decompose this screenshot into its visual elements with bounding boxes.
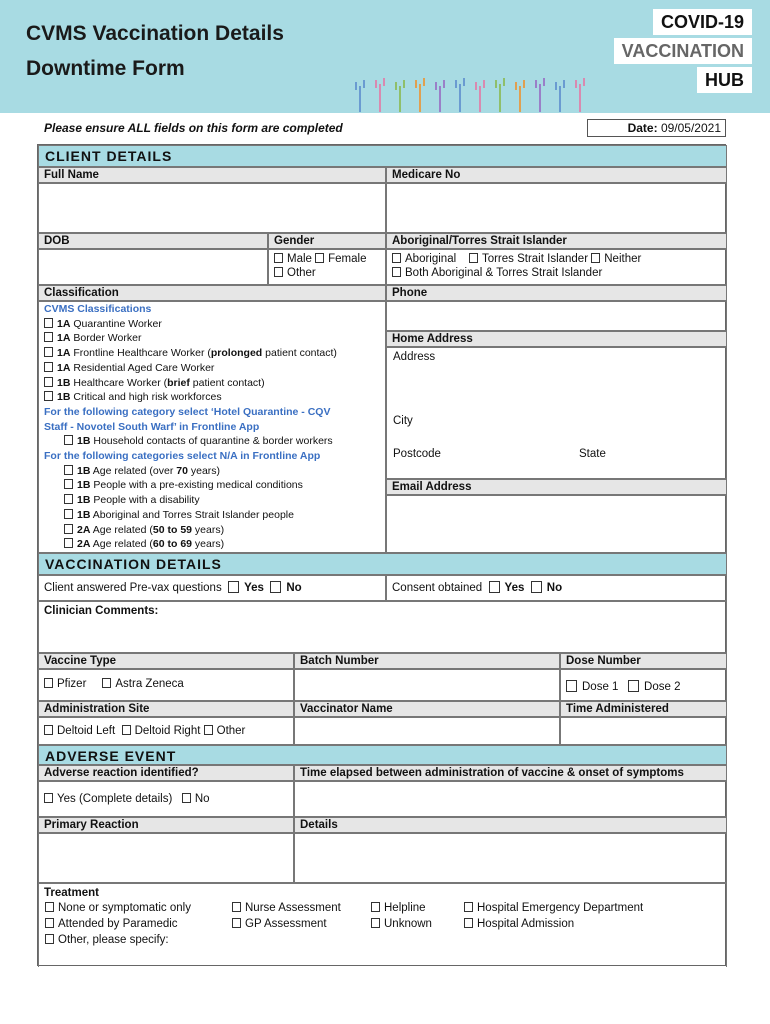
deltoid-left-checkbox[interactable] (44, 725, 53, 735)
vaccine-type-label: Vaccine Type (38, 653, 294, 669)
primary-reaction-label: Primary Reaction (38, 817, 294, 833)
both-atsi-checkbox[interactable] (392, 267, 401, 277)
treatment-helpline-checkbox[interactable] (371, 902, 380, 912)
raised-hands-graphic (350, 72, 590, 112)
state-label: State (579, 448, 606, 460)
time-administered-label: Time Administered (560, 701, 727, 717)
primary-reaction-field[interactable] (38, 833, 294, 883)
checkbox[interactable] (64, 479, 73, 489)
phone-label: Phone (386, 285, 727, 301)
treatment-unknown-checkbox[interactable] (371, 918, 380, 928)
consent-yes-checkbox[interactable] (489, 581, 500, 593)
admin-site-label: Administration Site (38, 701, 294, 717)
city-label: City (393, 415, 413, 427)
time-elapsed-field[interactable] (294, 781, 727, 817)
atsi-options: Aboriginal Torres Strait Islander Neither Both Aboriginal & Torres Strait Islander (386, 249, 727, 285)
clinician-comments-field[interactable]: Clinician Comments: (38, 601, 727, 653)
dob-field[interactable] (38, 249, 268, 285)
checkbox[interactable] (64, 509, 73, 519)
treatment-paramedic-checkbox[interactable] (45, 918, 54, 928)
treatment-gp-checkbox[interactable] (232, 918, 241, 928)
astra-checkbox[interactable] (102, 678, 111, 688)
treatment-ed-checkbox[interactable] (464, 902, 473, 912)
checkbox[interactable] (44, 347, 53, 357)
gender-options: Male Female Other (268, 249, 386, 285)
treatment-none-checkbox[interactable] (45, 902, 54, 912)
adverse-options: Yes (Complete details) No (38, 781, 294, 817)
header-banner (0, 0, 770, 113)
classification-list: CVMS Classifications 1A Quarantine Worker 1A Border Worker 1A Frontline Healthcare Worker (prolonged patient contact) 1A Residential Aged Care Worker 1B Healthcare Worker (brief patient contact) 1B Critical and high risk workforces For the following category select ‘Hotel Quarantine - CQV Staff - Novotel South Warf’ in Frontline App 1B Household contacts of quarantine & border workers For the following categories select N/A in Frontline App 1B Age related (over 70 years) 1B People with a pre-existing medical conditions 1B People with a disability 1B Aboriginal and Torres Strait Islander people 2A Age related (50 to 59 years) 2A Age related (60 to 69 years) (38, 301, 386, 553)
checkbox[interactable] (64, 465, 73, 475)
time-elapsed-label: Time elapsed between administration of vaccine & onset of symptoms (294, 765, 727, 781)
checkbox[interactable] (44, 332, 53, 342)
other-site-checkbox[interactable] (204, 725, 213, 735)
checkbox[interactable] (44, 362, 53, 372)
adverse-event-header: ADVERSE EVENT (38, 745, 727, 765)
treatment-nurse-checkbox[interactable] (232, 902, 241, 912)
treatment-section: Treatment None or symptomatic only Nurse Assessment Helpline Hospital Emergency Department Attended by Paramedic GP Assessment Unknown Hospital Admission Other, please specify: (38, 883, 727, 967)
email-field[interactable] (386, 495, 727, 553)
instructions-text: Please ensure ALL fields on this form are completed (44, 121, 343, 135)
client-details-header: CLIENT DETAILS (38, 145, 727, 167)
atsi-label: Aboriginal/Torres Strait Islander (386, 233, 727, 249)
treatment-admission-checkbox[interactable] (464, 918, 473, 928)
dose2-checkbox[interactable] (628, 680, 639, 692)
classification-label: Classification (38, 285, 386, 301)
covid-hub-logo: COVID-19 VACCINATION HUB (614, 6, 752, 93)
checkbox[interactable] (64, 435, 73, 445)
postcode-label: Postcode (393, 448, 441, 460)
home-address-label: Home Address (386, 331, 727, 347)
batch-number-field[interactable] (294, 669, 560, 701)
gender-label: Gender (268, 233, 386, 249)
pfizer-checkbox[interactable] (44, 678, 53, 688)
female-checkbox[interactable] (315, 253, 324, 263)
vaccination-details-header: VACCINATION DETAILS (38, 553, 727, 575)
address-label: Address (393, 351, 436, 363)
email-label: Email Address (386, 479, 727, 495)
form-title-line1: CVMS Vaccination Details (26, 22, 284, 45)
prevax-row: Client answered Pre-vax questions Yes No (38, 575, 386, 601)
batch-number-label: Batch Number (294, 653, 560, 669)
vaccinator-label: Vaccinator Name (294, 701, 560, 717)
vaccinator-field[interactable] (294, 717, 560, 745)
aboriginal-checkbox[interactable] (392, 253, 401, 263)
dose1-checkbox[interactable] (566, 680, 577, 692)
dose-number-label: Dose Number (560, 653, 727, 669)
checkbox[interactable] (44, 377, 53, 387)
adverse-no-checkbox[interactable] (182, 793, 191, 803)
phone-field[interactable] (386, 301, 727, 331)
vaccine-type-options: Pfizer Astra Zeneca (38, 669, 294, 701)
date-field[interactable]: Date: 09/05/2021 (587, 119, 726, 137)
full-name-label: Full Name (38, 167, 386, 183)
home-address-field[interactable] (386, 347, 727, 479)
checkbox[interactable] (64, 494, 73, 504)
checkbox[interactable] (64, 524, 73, 534)
medicare-field[interactable] (386, 183, 727, 233)
adverse-identified-label: Adverse reaction identified? (38, 765, 294, 781)
dose-number-options: Dose 1 Dose 2 (560, 669, 727, 701)
checkbox[interactable] (64, 538, 73, 548)
male-checkbox[interactable] (274, 253, 283, 263)
consent-no-checkbox[interactable] (531, 581, 542, 593)
prevax-yes-checkbox[interactable] (228, 581, 239, 593)
checkbox[interactable] (44, 318, 53, 328)
medicare-label: Medicare No (386, 167, 727, 183)
deltoid-right-checkbox[interactable] (122, 725, 131, 735)
form-title-line2: Downtime Form (26, 57, 185, 80)
other-gender-checkbox[interactable] (274, 267, 283, 277)
form-body (37, 144, 726, 966)
full-name-field[interactable] (38, 183, 386, 233)
treatment-label: Treatment (44, 887, 99, 899)
details-field[interactable] (294, 833, 727, 883)
details-label: Details (294, 817, 727, 833)
treatment-other-checkbox[interactable] (45, 934, 54, 944)
admin-site-options: Deltoid Left Deltoid Right Other (38, 717, 294, 745)
time-administered-field[interactable] (560, 717, 727, 745)
neither-checkbox[interactable] (591, 253, 600, 263)
torres-strait-checkbox[interactable] (469, 253, 478, 263)
checkbox[interactable] (44, 391, 53, 401)
prevax-no-checkbox[interactable] (270, 581, 281, 593)
adverse-yes-checkbox[interactable] (44, 793, 53, 803)
dob-label: DOB (38, 233, 268, 249)
consent-row: Consent obtained Yes No (386, 575, 727, 601)
